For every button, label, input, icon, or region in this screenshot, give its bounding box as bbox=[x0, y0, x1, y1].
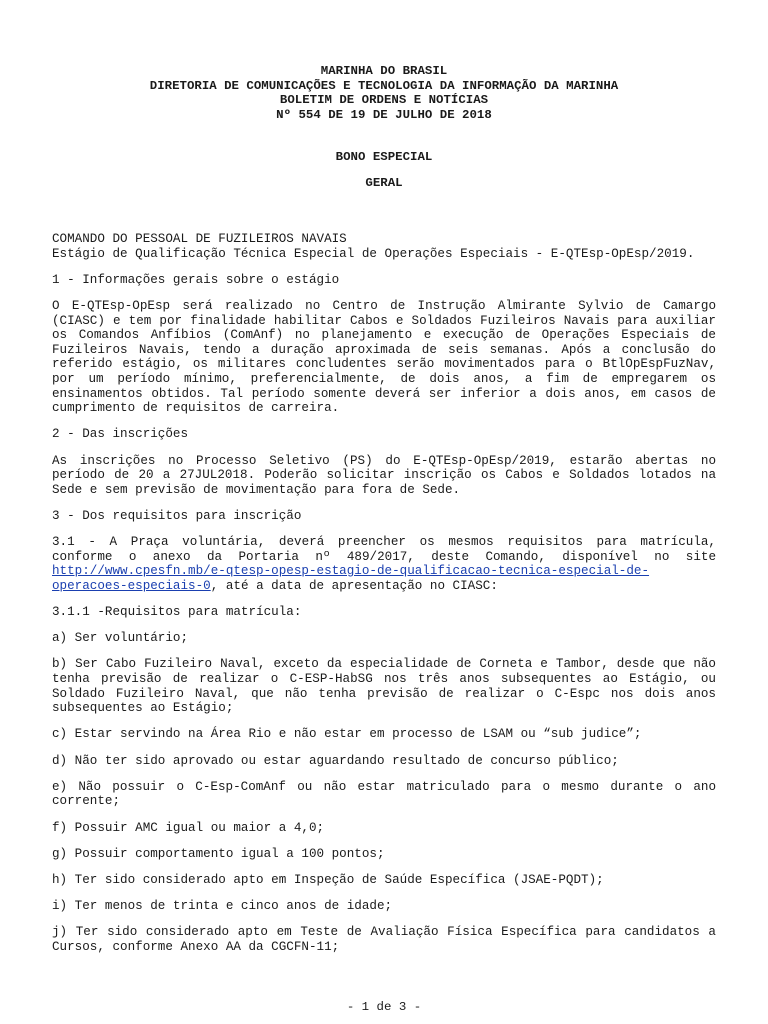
section-3-1-1-title: 3.1.1 -Requisitos para matrícula: bbox=[52, 605, 302, 620]
page-number: - 1 de 3 - bbox=[346, 1000, 422, 1014]
subject-line: Estágio de Qualificação Técnica Especial de Operações Especiais - E-QTEsp-OpEsp/2019. bbox=[52, 246, 695, 261]
requirement-g: g) Possuir comportamento igual a 100 pontos; bbox=[52, 846, 385, 861]
header-line-directorate: DIRETORIA DE COMUNICAÇÕES E TECNOLOGIA DA INFORMAÇÃO DA MARINHA bbox=[149, 78, 619, 93]
requirement-j: j) Ter sido considerado apto em Teste de Avaliação Física Específica para candidatos a Cursos, conforme Anexo AA da CGCFN-11; bbox=[52, 925, 716, 954]
requirement-b: b) Ser Cabo Fuzileiro Naval, exceto da especialidade de Corneta e Tambor, desde que não tenha previsão de realizar o C-ESP-HabSG nos três anos subsequentes ao Estágio, ou Soldado Fuzileiro Naval, que não tenha previsão de realizar o C-Espc nos dois anos subsequentes ao Estágio; bbox=[52, 657, 716, 716]
section-1-title: 1 - Informações gerais sobre o estágio bbox=[52, 272, 340, 287]
requirement-h: h) Ter sido considerado apto em Inspeção de Saúde Específica (JSAE-PQDT); bbox=[52, 872, 604, 887]
command-line: COMANDO DO PESSOAL DE FUZILEIROS NAVAIS bbox=[52, 232, 347, 246]
section-1-text: O E-QTEsp-OpEsp será realizado no Centro de Instrução Almirante Sylvio de Camargo (CIASC) e tem por finalidade habilitar Cabos e Soldados Fuzileiros Navais para auxiliar os Comandos Anfíbios (ComAnf) no planejamento e execução de Operações Especiais de Fuzileiros Navais, tendo a duração aproximada de seis semanas. Após a conclusão do referido estágio, os militares concludentes serão movimentados para o BtlOpEspFuzNav, por um período mínimo, preferencialmente, de dois anos, a fim de empregarem os ensinamentos obtidos. Tal período somente deverá ser inferior a dois anos, em casos de cumprimento de requisitos de carreira. bbox=[52, 298, 716, 416]
requirement-e: e) Não possuir o C-Esp-ComAnf ou não estar matriculado para o mesmo durante o ano corrente; bbox=[52, 779, 716, 809]
requirement-i: i) Ter menos de trinta e cinco anos de idade; bbox=[52, 899, 393, 914]
header-line-navy: MARINHA DO BRASIL bbox=[320, 64, 448, 78]
section-3-title: 3 - Dos requisitos para inscrição bbox=[52, 508, 302, 523]
section-3-1-pre: 3.1 - A Praça voluntária, deverá preencher os mesmos requisitos para matrícula, conforme o anexo da Portaria nº 489/2017, deste Comando, disponível no site bbox=[52, 535, 716, 564]
bono-especial-heading: BONO ESPECIAL bbox=[335, 150, 433, 164]
section-3-1-post: , até a data de apresentação no CIASC: bbox=[210, 578, 498, 593]
document-body bbox=[52, 232, 716, 966]
portaria-link[interactable]: http://www.cpesfn.mb/e-qtesp-opesp-estagio-de-qualificacao-tecnica-especial-de-operacoes-especiais-0 bbox=[52, 564, 650, 593]
geral-heading: GERAL bbox=[365, 176, 403, 190]
requirement-f: f) Possuir AMC igual ou maior a 4,0; bbox=[52, 820, 325, 835]
document-header bbox=[0, 64, 768, 122]
requirement-c: c) Estar servindo na Área Rio e não estar em processo de LSAM ou “sub judice”; bbox=[52, 727, 642, 742]
section-2-title: 2 - Das inscrições bbox=[52, 427, 189, 442]
section-2-text: As inscrições no Processo Seletivo (PS) do E-QTEsp-OpEsp/2019, estarão abertas no período de 20 a 27JUL2018. Poderão solicitar inscrição os Cabos e Soldados lotados na Sede e sem previsão de movimentação para fora de Sede. bbox=[52, 453, 716, 497]
requirement-a: a) Ser voluntário; bbox=[52, 631, 189, 646]
requirement-d: d) Não ter sido aprovado ou estar aguardando resultado de concurso público; bbox=[52, 753, 619, 768]
header-line-bulletin: BOLETIM DE ORDENS E NOTÍCIAS bbox=[279, 93, 489, 107]
section-3-1-text bbox=[52, 535, 716, 593]
header-line-number-date: Nº 554 DE 19 DE JULHO DE 2018 bbox=[276, 107, 492, 122]
